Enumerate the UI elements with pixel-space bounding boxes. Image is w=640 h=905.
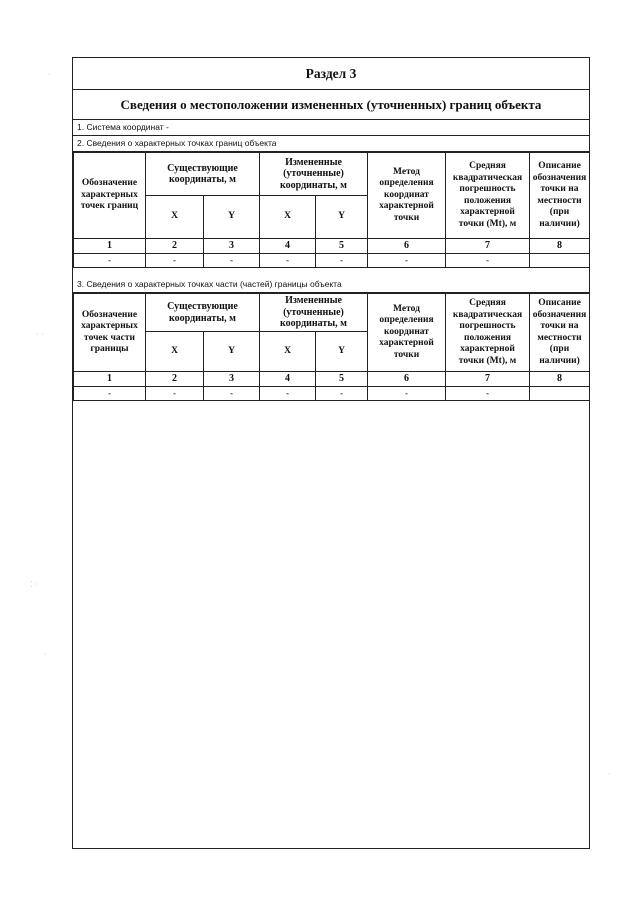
- column-number: 3: [204, 372, 260, 387]
- table-cell: -: [146, 387, 204, 401]
- boundary-parts-heading: 3. Сведения о характерных точках части (частей) границы объекта: [73, 277, 589, 293]
- boundary-points-table: [73, 152, 590, 268]
- coordinate-system-line: 1. Система координат -: [73, 120, 589, 136]
- header-existing-coords: Существующие координаты, м: [146, 294, 260, 332]
- scan-artifact: · ·: [36, 330, 44, 339]
- table-cell: -: [260, 387, 316, 401]
- header-designation: Обозначение характерных точек границ: [74, 153, 146, 239]
- table-cell: -: [146, 254, 204, 268]
- document-subtitle: Сведения о местоположении измененных (уточненных) границ объекта: [73, 90, 589, 120]
- header-description: Описание обозначения точки на местности (при наличии): [530, 294, 590, 372]
- header-y: Y: [204, 196, 260, 239]
- header-designation: Обозначение характерных точек части границы: [74, 294, 146, 372]
- table-cell: -: [74, 387, 146, 401]
- boundary-parts-table: [73, 293, 590, 401]
- header-method: Метод определения координат характерной точки: [368, 153, 446, 239]
- header-y-changed: Y: [316, 196, 368, 239]
- section-title: Раздел 3: [73, 58, 589, 90]
- column-number: 1: [74, 239, 146, 254]
- column-number: 3: [204, 239, 260, 254]
- column-number: 2: [146, 239, 204, 254]
- column-number: 6: [368, 372, 446, 387]
- column-number: 5: [316, 239, 368, 254]
- document-page: [72, 57, 590, 849]
- table-cell: -: [260, 254, 316, 268]
- column-number: 5: [316, 372, 368, 387]
- header-y: Y: [204, 332, 260, 372]
- column-number: 7: [446, 239, 530, 254]
- header-y-changed: Y: [316, 332, 368, 372]
- header-changed-coords: Измененные (уточненные) координаты, м: [260, 153, 368, 196]
- column-number: 4: [260, 372, 316, 387]
- table-cell: -: [316, 387, 368, 401]
- table-cell: -: [368, 387, 446, 401]
- table-cell: -: [204, 254, 260, 268]
- scan-artifact: ·: [44, 650, 47, 659]
- table-cell: [530, 254, 590, 268]
- scan-artifact: ⁚ ·: [30, 580, 38, 589]
- boundary-points-heading: 2. Сведения о характерных точках границ объекта: [73, 136, 589, 152]
- table-cell: -: [368, 254, 446, 268]
- header-changed-coords: Измененные (уточненные) координаты, м: [260, 294, 368, 332]
- scan-artifact: ·: [48, 70, 51, 79]
- column-number: 8: [530, 239, 590, 254]
- header-x: X: [146, 332, 204, 372]
- header-x-changed: X: [260, 196, 316, 239]
- table-cell: [530, 387, 590, 401]
- header-error: Средняя квадратическая погрешность положения характерной точки (Mt), м: [446, 153, 530, 239]
- table-cell: -: [446, 254, 530, 268]
- header-method: Метод определения координат характерной точки: [368, 294, 446, 372]
- header-description: Описание обозначения точки на местности (при наличии): [530, 153, 590, 239]
- column-number: 6: [368, 239, 446, 254]
- table-cell: -: [204, 387, 260, 401]
- table-cell: -: [446, 387, 530, 401]
- column-number: 7: [446, 372, 530, 387]
- header-x: X: [146, 196, 204, 239]
- scan-artifact: ·: [608, 770, 611, 779]
- column-number: 4: [260, 239, 316, 254]
- table-cell: -: [74, 254, 146, 268]
- table-cell: -: [316, 254, 368, 268]
- header-existing-coords: Существующие координаты, м: [146, 153, 260, 196]
- header-error: Средняя квадратическая погрешность положения характерной точки (Mt), м: [446, 294, 530, 372]
- header-x-changed: X: [260, 332, 316, 372]
- column-number: 8: [530, 372, 590, 387]
- column-number: 1: [74, 372, 146, 387]
- column-number: 2: [146, 372, 204, 387]
